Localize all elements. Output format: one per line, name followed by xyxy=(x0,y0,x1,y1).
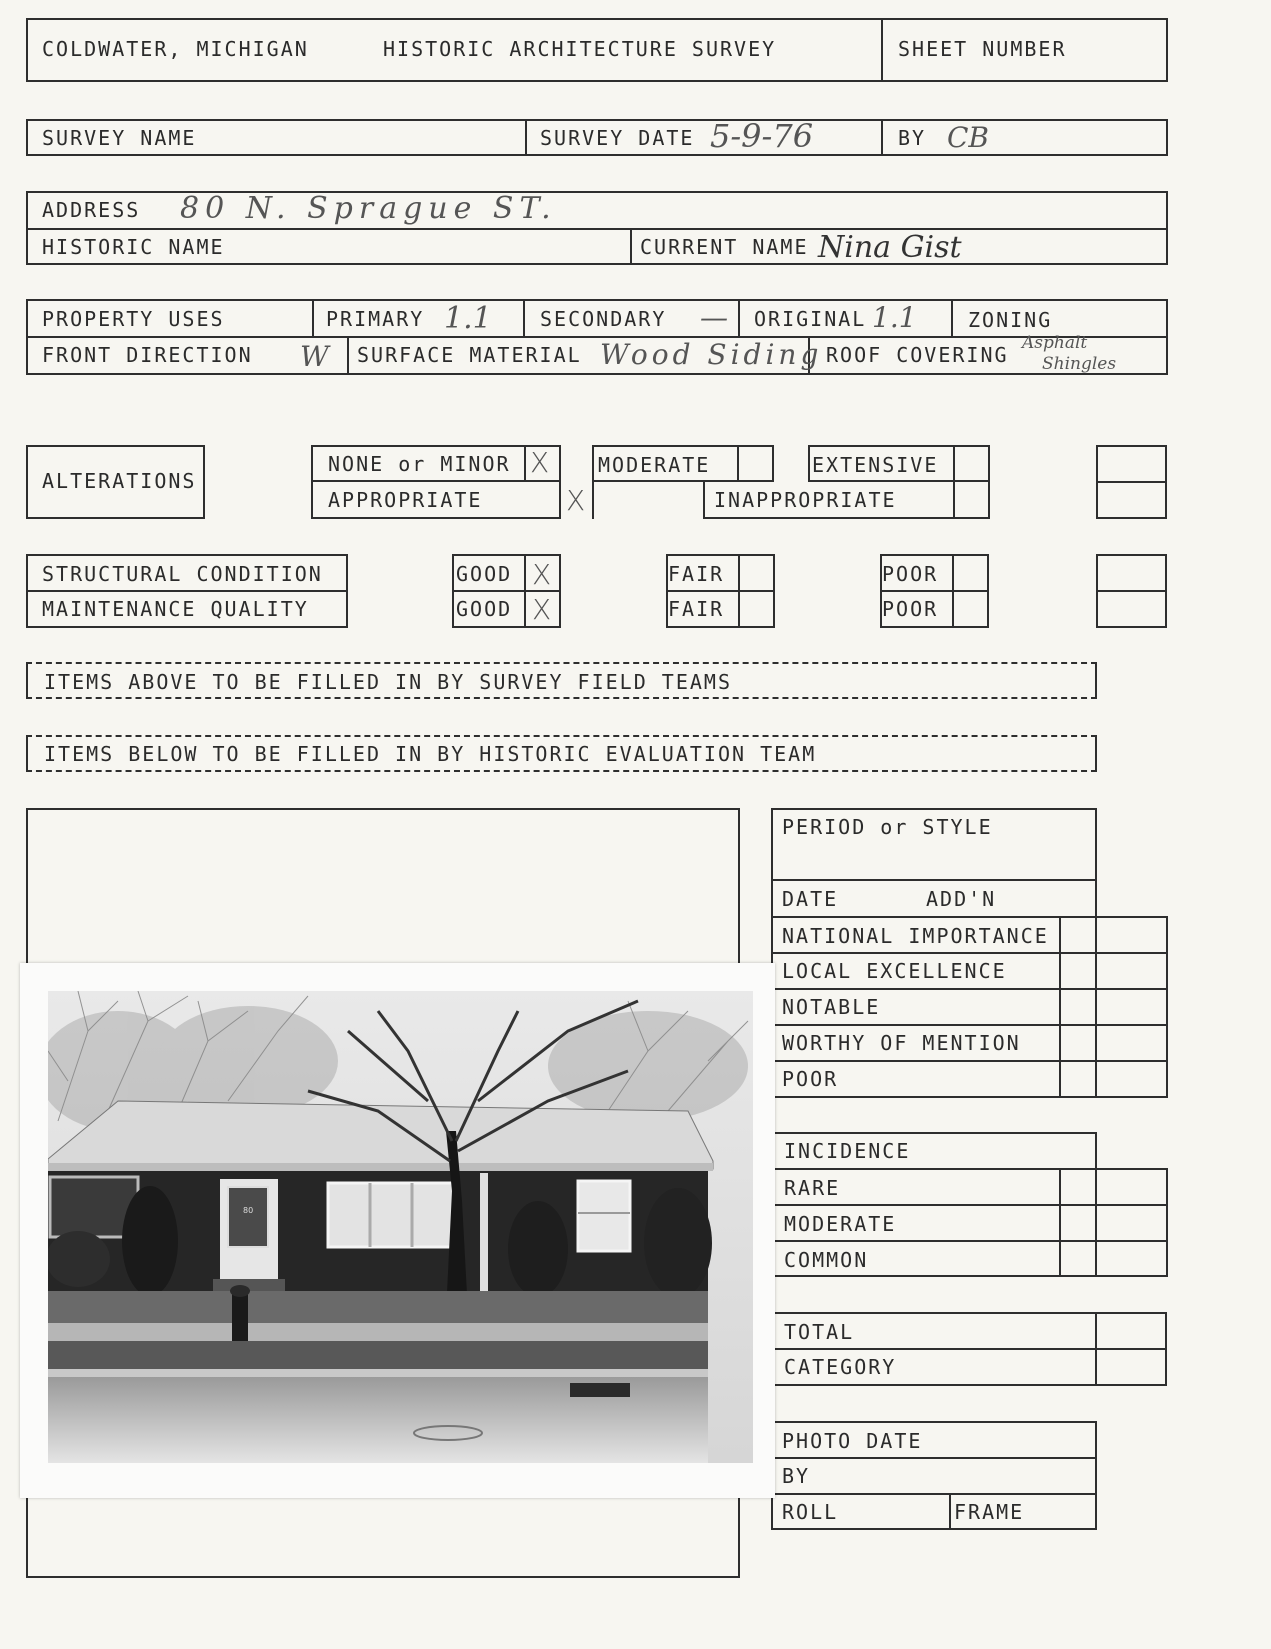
note-below-text: ITEMS BELOW TO BE FILLED IN BY HISTORIC EVALUATION TEAM xyxy=(44,742,817,766)
appropriate-label: APPROPRIATE xyxy=(328,488,483,512)
inc-line-2 xyxy=(771,1204,1167,1206)
inc-col-2 xyxy=(1166,1168,1168,1277)
structural-good-mark[interactable]: X xyxy=(532,558,552,591)
primary-value[interactable]: 1.1 xyxy=(444,301,492,336)
roof-covering-label: ROOF COVERING xyxy=(826,343,1009,367)
current-name-label: CURRENT NAME xyxy=(640,235,809,259)
common-label: COMMON xyxy=(784,1248,869,1272)
house-number: 80 xyxy=(243,1206,254,1215)
property-divider-h xyxy=(26,336,1168,338)
eval-line-4 xyxy=(771,988,1167,990)
local-excellence-label: LOCAL EXCELLENCE xyxy=(782,959,1007,983)
roll-label: ROLL xyxy=(782,1500,839,1524)
period-style-label: PERIOD or STYLE xyxy=(782,815,993,839)
appropriate-mark: X xyxy=(566,484,586,517)
by-label: BY xyxy=(898,126,927,150)
maintenance-poor-label: POOR xyxy=(882,597,939,621)
original-value[interactable]: 1.1 xyxy=(872,301,917,334)
survey-date-value[interactable]: 5-9-76 xyxy=(710,117,814,155)
totals-divider-h xyxy=(771,1348,1167,1350)
extensive-label: EXTENSIVE xyxy=(812,453,939,477)
property-div-4 xyxy=(951,299,953,336)
maintenance-good-mark[interactable]: X xyxy=(532,593,552,626)
header-divider xyxy=(881,18,883,82)
incidence-moderate-label: MODERATE xyxy=(784,1212,897,1236)
alterations-label: ALTERATIONS xyxy=(42,469,197,493)
photo-info-line-2 xyxy=(771,1493,1097,1495)
eval-col-1 xyxy=(1059,916,1061,1098)
eval-col-2 xyxy=(1166,916,1168,1098)
inappropriate-label: INAPPROPRIATE xyxy=(714,488,897,512)
by-value[interactable]: CB xyxy=(947,121,989,154)
note-above-text: ITEMS ABOVE TO BE FILLED IN BY SURVEY FIELD TEAMS xyxy=(44,670,733,694)
property-div-5 xyxy=(347,336,349,375)
photo-info-divider-v xyxy=(949,1493,951,1530)
frame-label: FRAME xyxy=(954,1500,1025,1524)
zoning-label: ZONING xyxy=(968,308,1053,332)
surface-material-value[interactable]: Wood Siding xyxy=(600,338,823,371)
city-label: COLDWATER, MICHIGAN xyxy=(42,37,309,61)
sheet-number-label: SHEET NUMBER xyxy=(898,37,1067,61)
eval-line-6 xyxy=(771,1060,1167,1062)
photo-info-line-1 xyxy=(771,1457,1097,1459)
roof-covering-value-1[interactable]: Asphalt xyxy=(1022,333,1088,353)
eval-line-5 xyxy=(771,1024,1167,1026)
condition-score-divider xyxy=(1096,590,1167,592)
address-label: ADDRESS xyxy=(42,198,141,222)
poor-divider-v xyxy=(952,554,954,628)
fair-divider-h xyxy=(666,590,775,592)
photo-by-label: BY xyxy=(782,1464,811,1488)
rare-label: RARE xyxy=(784,1176,841,1200)
eval-line-3 xyxy=(771,952,1167,954)
date-label: DATE xyxy=(782,887,839,911)
addn-label: ADD'N xyxy=(926,887,997,911)
inc-line-4 xyxy=(1059,1275,1167,1277)
maintenance-fair-label: FAIR xyxy=(668,597,725,621)
property-div-2 xyxy=(523,299,525,336)
condition-label-divider xyxy=(26,590,348,592)
none-minor-label: NONE or MINOR xyxy=(328,452,511,476)
category-label: CATEGORY xyxy=(784,1355,897,1379)
survey-title: HISTORIC ARCHITECTURE SURVEY xyxy=(383,37,777,61)
total-label: TOTAL xyxy=(784,1320,855,1344)
identity-divider-h xyxy=(26,228,1168,230)
fair-divider-v xyxy=(738,554,740,628)
property-div-3 xyxy=(738,299,740,336)
eval-line-1 xyxy=(771,879,1097,881)
structural-fair-label: FAIR xyxy=(668,562,725,586)
good-divider-v xyxy=(524,554,526,628)
house-photo-image xyxy=(48,991,753,1463)
current-name-value[interactable]: Nina Gist xyxy=(818,230,962,265)
moderate-label: MODERATE xyxy=(598,453,711,477)
none-minor-mark: X xyxy=(530,446,550,479)
eval-line-2 xyxy=(771,916,1167,918)
alterations-score-divider xyxy=(1096,481,1167,483)
identity-divider-v xyxy=(630,228,632,265)
historic-name-label: HISTORIC NAME xyxy=(42,235,225,259)
eval-poor-label: POOR xyxy=(782,1067,839,1091)
survey-divider-2 xyxy=(881,119,883,156)
worthy-of-mention-label: WORTHY OF MENTION xyxy=(782,1031,1021,1055)
inc-line-3 xyxy=(771,1240,1167,1242)
incidence-label: INCIDENCE xyxy=(784,1139,911,1163)
primary-label: PRIMARY xyxy=(326,307,425,331)
structural-good-label: GOOD xyxy=(456,562,513,586)
survey-divider-1 xyxy=(525,119,527,156)
photo-date-label: PHOTO DATE xyxy=(782,1429,923,1453)
structural-poor-label: POOR xyxy=(882,562,939,586)
property-div-1 xyxy=(312,299,314,336)
structural-condition-label: STRUCTURAL CONDITION xyxy=(42,562,323,586)
extensive-checkbox[interactable] xyxy=(953,445,990,482)
address-value[interactable]: 80 N. Sprague ST. xyxy=(180,191,557,226)
national-importance-label: NATIONAL IMPORTANCE xyxy=(782,924,1049,948)
front-direction-value[interactable]: W xyxy=(300,340,329,373)
secondary-value[interactable]: — xyxy=(700,301,728,334)
front-direction-label: FRONT DIRECTION xyxy=(42,343,253,367)
totals-divider-v xyxy=(1095,1312,1097,1386)
inc-line-1 xyxy=(771,1168,1167,1170)
inc-col-1 xyxy=(1059,1168,1061,1277)
survey-name-label: SURVEY NAME xyxy=(42,126,197,150)
inappropriate-checkbox[interactable] xyxy=(953,480,990,519)
maintenance-good-label: GOOD xyxy=(456,597,513,621)
property-uses-label: PROPERTY USES xyxy=(42,307,225,331)
surface-material-label: SURFACE MATERIAL xyxy=(357,343,582,367)
poor-divider-h xyxy=(880,590,989,592)
survey-date-label: SURVEY DATE xyxy=(540,126,695,150)
eval-line-7 xyxy=(1059,1096,1167,1098)
original-label: ORIGINAL xyxy=(754,307,867,331)
house-photograph xyxy=(20,963,775,1498)
roof-covering-value-2[interactable]: Shingles xyxy=(1042,354,1117,374)
secondary-label: SECONDARY xyxy=(540,307,667,331)
moderate-checkbox[interactable] xyxy=(737,445,774,482)
notable-label: NOTABLE xyxy=(782,995,881,1019)
maintenance-quality-label: MAINTENANCE QUALITY xyxy=(42,597,309,621)
